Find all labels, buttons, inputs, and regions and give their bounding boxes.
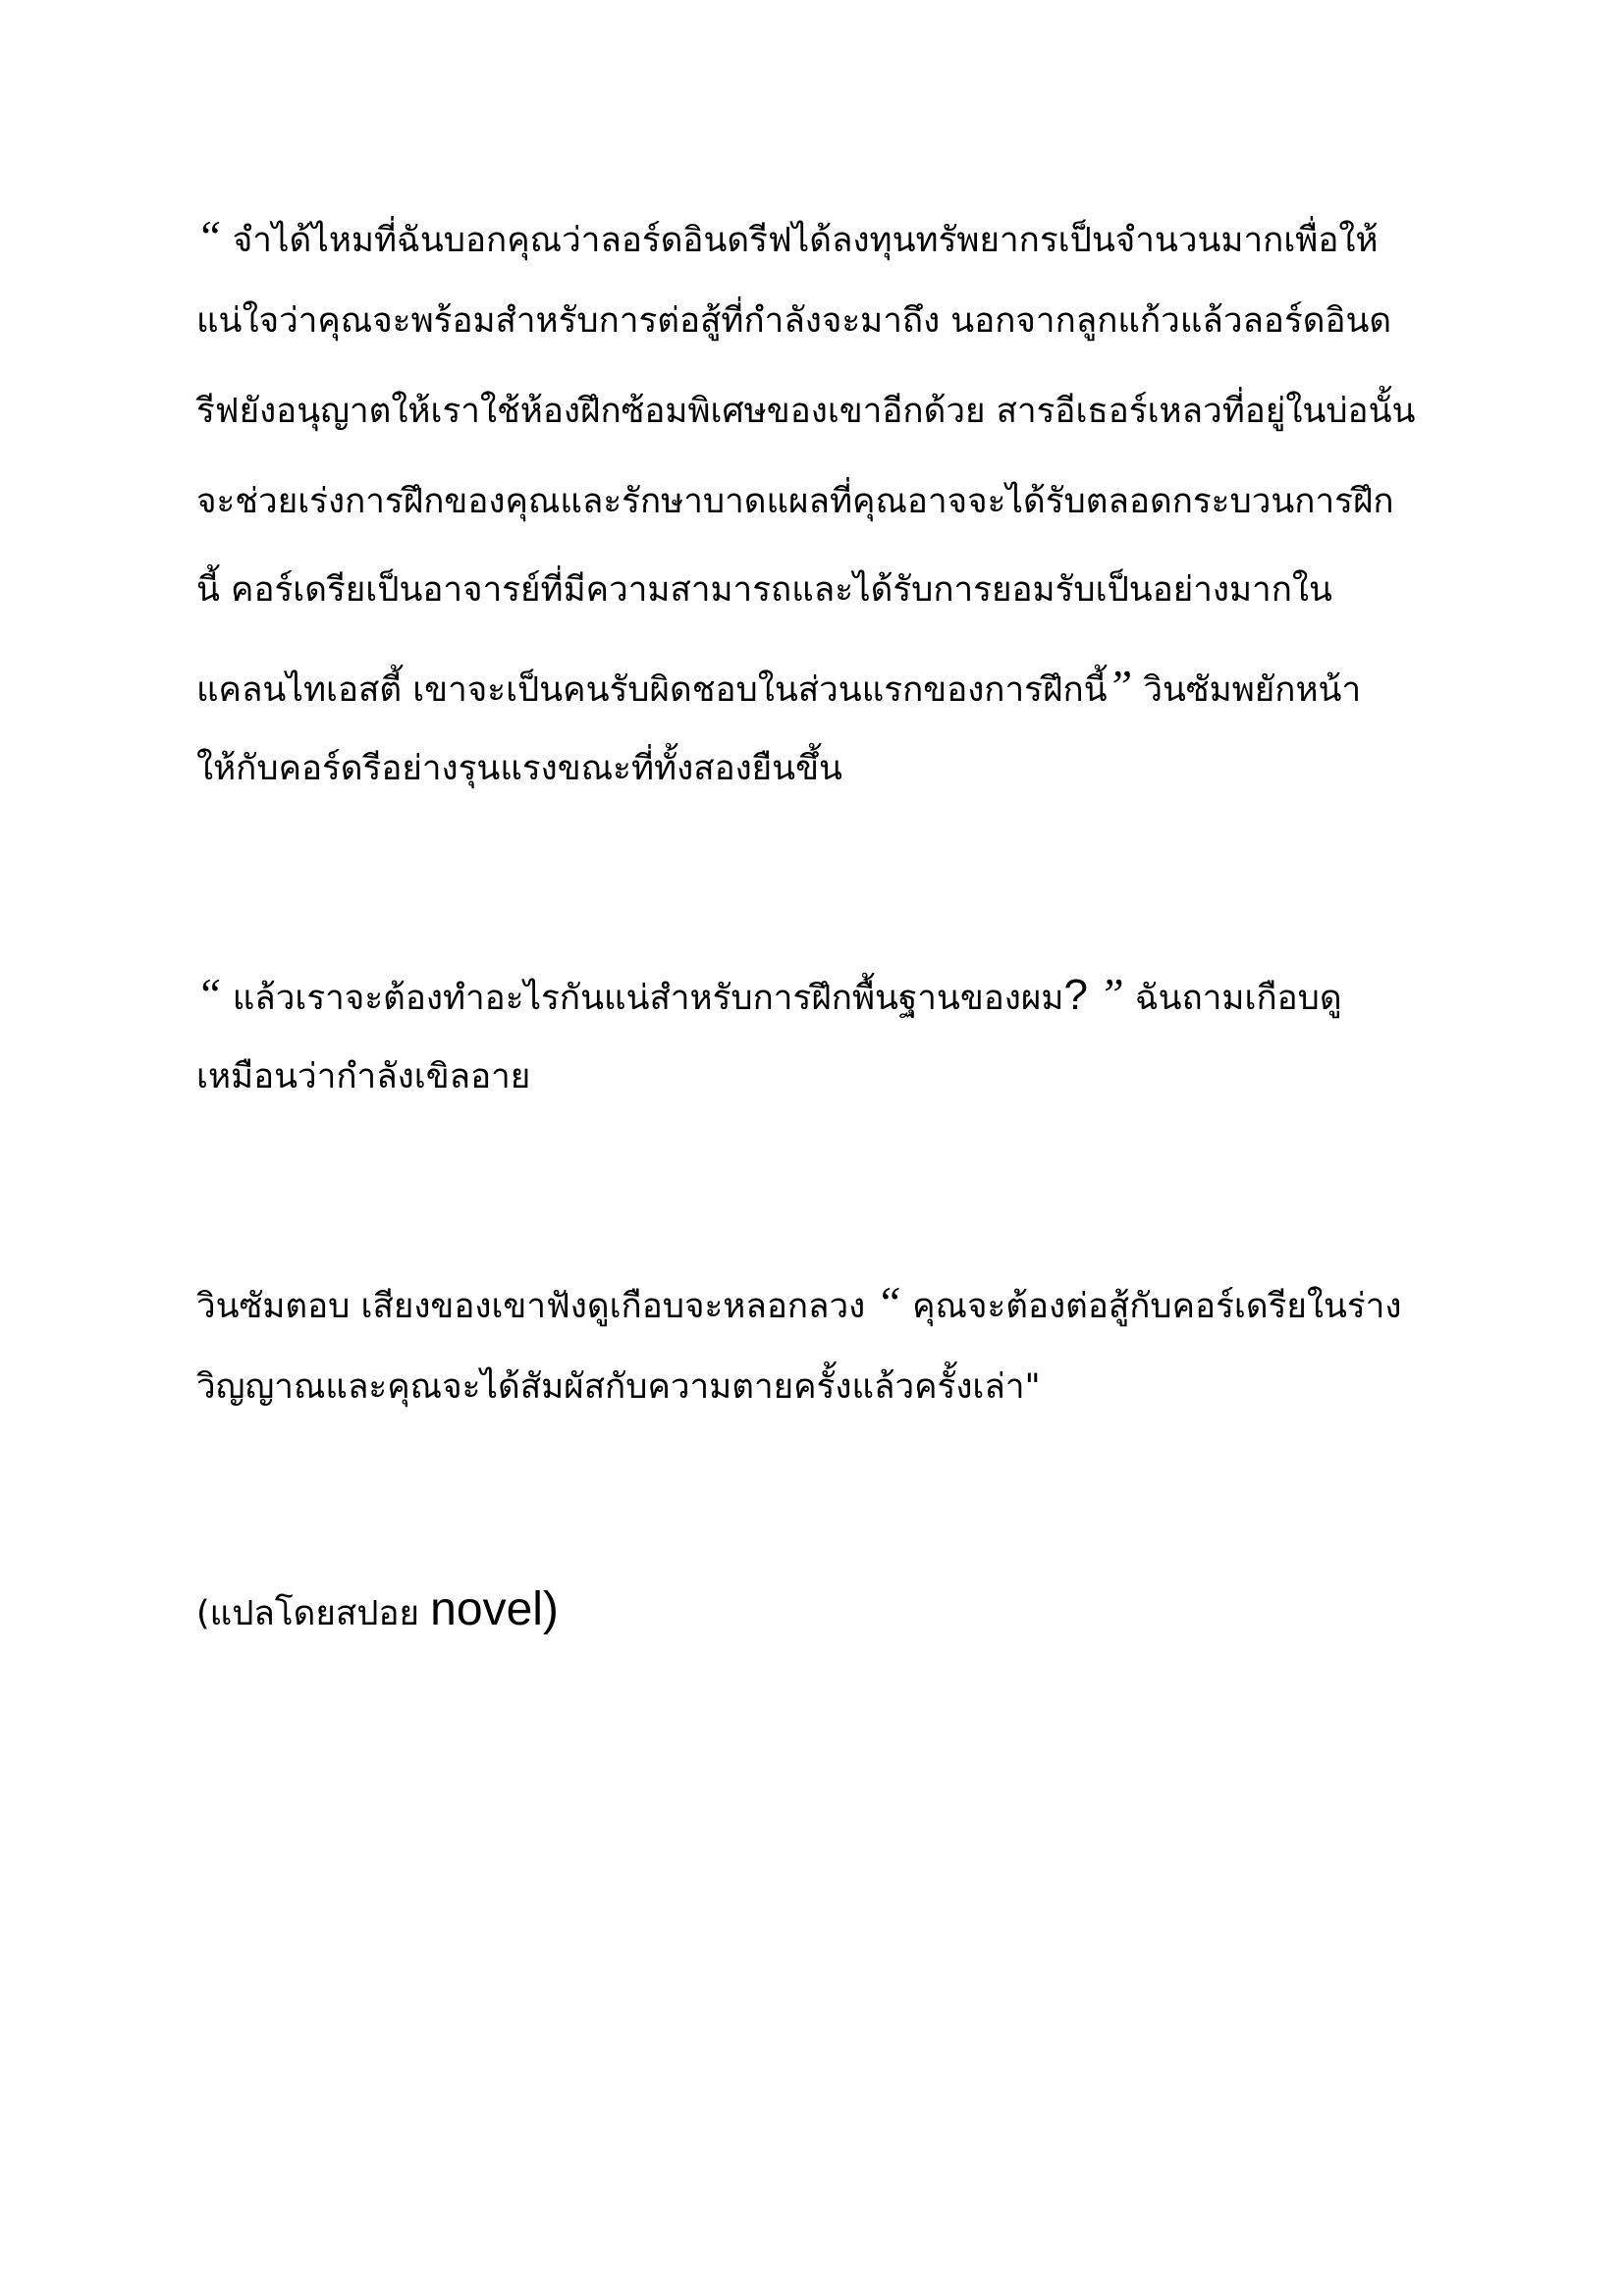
close-quote-mark: ” [1099,969,1124,1019]
paragraph-1-line-7: ให้กับคอร์ดรีอย่างรุนแรงขณะที่ทั้งสองยืนขึ้น [196,749,842,788]
close-quote-mark: ” [1107,661,1133,711]
paragraph-1-line-2: แน่ใจว่าคุณจะพร้อมสำหรับการต่อสู้ที่กำลังจะมาถึง นอกจากลูกแก้วแล้วลอร์ดอินด [196,301,1392,341]
open-quote-mark: “ [196,211,222,261]
credit-prefix: (แปลโดยสปอย [196,1594,420,1633]
paragraph-1-line-4: จะช่วยเร่งการฝึกของคุณและรักษาบาดแผลที่คุณอาจจะได้รับตลอดกระบวนการฝึก [196,482,1394,521]
paragraph-2-text-1a: แล้วเราจะต้องทำอะไรกันแน่สำหรับการฝึกพื้นฐานของผม [232,979,1064,1018]
paragraph-1-line-1 [196,211,1473,261]
paragraph-2-line-1 [196,969,1473,1019]
paragraph-1-text-6a: แคลนไทเอสตี้ เขาจะเป็นคนรับผิดชอบในส่วนแรกของการฝึกนี้ [196,670,1108,710]
open-quote-mark: “ [876,1277,901,1327]
paragraph-1-line-3: รีฟยังอนุญาตให้เราใช้ห้องฝึกซ้อมพิเศษของเขาอีกด้วย สารอีเธอร์เหลวที่อยู่ในบ่อนั้น [196,392,1416,431]
paragraph-1-text-6b: วินซัมพยักหน้า [1143,670,1362,710]
paragraph-1-line-6 [196,661,1473,711]
paragraph-1-line-5: นี้ คอร์เดรียเป็นอาจารย์ที่มีความสามารถและได้รับการยอมรับเป็นอย่างมากใน [196,570,1332,610]
paragraph-3-text-1b: คุณจะต้องต่อสู้กับคอร์เดรียในร่าง [912,1287,1402,1326]
paragraph-2-text-1b: ฉันถามเกือบดู [1134,979,1342,1018]
paragraph-2-line-2: เหมือนว่ากำลังเขิลอาย [196,1057,531,1096]
paragraph-3-line-1 [196,1277,1473,1327]
paragraph-3-text-1a: วินซัมตอบ เสียงของเขาฟังดูเกือบจะหลอกลวง [196,1287,866,1326]
translator-credit [196,1583,1473,1635]
question-mark: ? [1063,971,1088,1019]
credit-novel: novel) [430,1583,559,1635]
open-quote-mark: “ [196,969,222,1019]
paragraph-3-line-2: วิญญาณและคุณจะได้สัมผัสกับความตายครั้งแล้วครั้งเล่า" [196,1367,1041,1407]
paragraph-1-text-1: จำได้ไหมที่ฉันบอกคุณว่าลอร์ดอินดรีฟได้ลงทุนทรัพยากรเป็นจำนวนมากเพื่อให้ [232,221,1379,260]
